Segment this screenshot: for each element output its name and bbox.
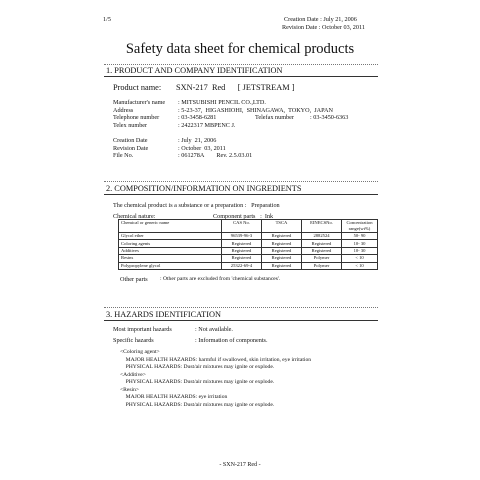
file-number-value: : 061278A Rev. 2.5.03.01 (178, 152, 253, 159)
table-row (119, 247, 378, 254)
concentration: < 10 (342, 255, 378, 262)
section2-top-rule (104, 181, 378, 182)
address-label: Address (113, 106, 134, 114)
page-number: 1/5 (103, 16, 111, 23)
revision-date-label: Revision Date (113, 144, 149, 152)
revision-date-value: : October 03, 2011 (178, 144, 226, 152)
einecs-number: 2882524 (302, 233, 342, 240)
tsca-status: Registered (262, 247, 302, 254)
cas-number: 96539-96-3 (222, 233, 262, 240)
table-header-row (119, 220, 378, 233)
table-row (119, 233, 378, 240)
hazard-line: <Resin> (120, 386, 140, 393)
einecs-number: Polymer (302, 262, 342, 269)
column-header: EINECSNo. (302, 220, 342, 233)
ingredient-name: Resins (119, 255, 222, 262)
address-value: : 5-23-37, HIGASHIOHI, SHINAGAWA, TOKYO, JAPAN (178, 106, 333, 114)
ingredient-name: Polypropylene glycol (119, 262, 222, 269)
ingredient-name: Glycol ether (119, 233, 222, 240)
ingredients-table (118, 219, 378, 270)
telex-value: : 2422317 MBPENC J. (178, 121, 236, 129)
telefax-label: Telefax number (255, 114, 294, 121)
tsca-status: Registered (262, 255, 302, 262)
telephone-value: : 03-3458-6281 (178, 114, 217, 121)
hazard-line: <Additive> (120, 371, 146, 378)
cas-number: 25322-69-4 (222, 262, 262, 269)
table-row (119, 240, 378, 247)
einecs-number: Polymer (302, 255, 342, 262)
preparation-statement: The chemical product is a substance or a preparation : Preparation (113, 202, 280, 209)
header-creation-date: Creation Date : July 21, 2006 (284, 16, 357, 23)
cas-number: Registered (222, 247, 262, 254)
section3-heading: 3. HAZARDS IDENTIFICATION (106, 310, 221, 319)
page-title: Safety data sheet for chemical products (125, 41, 355, 57)
cas-number: Registered (222, 255, 262, 262)
hazard-line: MAJOR HEALTH HAZARDS: harmful if swallowed, skin irritation, eye irritation (120, 356, 312, 363)
product-name-label: Product name: (113, 83, 162, 92)
column-header: CAS No. (222, 220, 262, 233)
chemical-nature-label: Chemical nature: (113, 213, 156, 220)
section2-heading: 2. COMPOSITION/INFORMATION ON INGREDIENTS (106, 184, 302, 193)
section1-heading: 1. PRODUCT AND COMPANY IDENTIFICATION (106, 66, 283, 75)
tsca-status: Registered (262, 233, 302, 240)
section3-top-rule (104, 307, 378, 308)
cas-number: Registered (222, 240, 262, 247)
component-parts: Component parts : Ink (213, 213, 274, 220)
telefax-value: : 03-3450-6363 (310, 114, 349, 121)
hazard-line: PHYSICAL HAZARDS: Dust/air mixtures may ignite or explode. (120, 401, 275, 408)
telephone-label: Telephone number (113, 114, 160, 121)
header-revision-date: Revision Date : October 03, 2011 (282, 24, 365, 31)
concentration: 50- 90 (342, 233, 378, 240)
column-header: Chemical or generic name (119, 220, 222, 233)
hazard-line: PHYSICAL HAZARDS: Dust/air mixtures may ignite or explode. (120, 379, 275, 385)
concentration: < 10 (342, 262, 378, 269)
telex-label: Telex number (113, 121, 148, 129)
specific-hazards-label: Specific hazards (113, 337, 154, 344)
hazard-line: MAJOR HEALTH HAZARDS: eye irritation (120, 394, 228, 400)
section3-rule (104, 320, 378, 321)
other-parts-label: Other parts (120, 276, 148, 283)
ingredient-name: Additives (119, 247, 222, 254)
tsca-status: Registered (262, 240, 302, 247)
section1-rule (104, 76, 378, 77)
einecs-number: Registered (302, 240, 342, 247)
einecs-number: Registered (302, 247, 342, 254)
ingredient-name: Coloring agents (119, 240, 222, 247)
other-parts-value: : Other parts are excluded from 'chemical substances'. (160, 276, 281, 282)
hazard-line: PHYSICAL HAZARDS: Dust/air mixtures may ignite or explode. (120, 364, 275, 370)
table-row (119, 262, 378, 269)
concentration: 10- 30 (342, 240, 378, 247)
concentration: 10- 30 (342, 247, 378, 254)
file-number-label: File No. (113, 152, 134, 159)
most-important-hazards-value: : Not available. (195, 326, 233, 333)
table-row (119, 255, 378, 262)
tsca-status: Registered (262, 262, 302, 269)
most-important-hazards-label: Most important hazards (113, 326, 172, 333)
manufacturer-label: Manufacturer's name (113, 99, 166, 106)
hazard-line: <Coloring agent> (120, 349, 160, 355)
column-header: TSCA (262, 220, 302, 233)
creation-date-value: : July 21, 2006 (178, 137, 217, 144)
specific-hazards-value: : Information of components. (195, 337, 268, 344)
section1-top-rule (104, 64, 378, 65)
product-name-value: SXN-217 Red [ JETSTREAM ] (176, 83, 295, 92)
manufacturer-value: : MITSUBISHI PENCIL CO.,LTD. (178, 99, 266, 106)
section2-rule (104, 194, 378, 195)
column-header: Concentration range(wt%) (342, 220, 378, 233)
page-footer: - SXN-217 Red - (219, 462, 261, 468)
creation-date-label: Creation Date (113, 137, 148, 144)
